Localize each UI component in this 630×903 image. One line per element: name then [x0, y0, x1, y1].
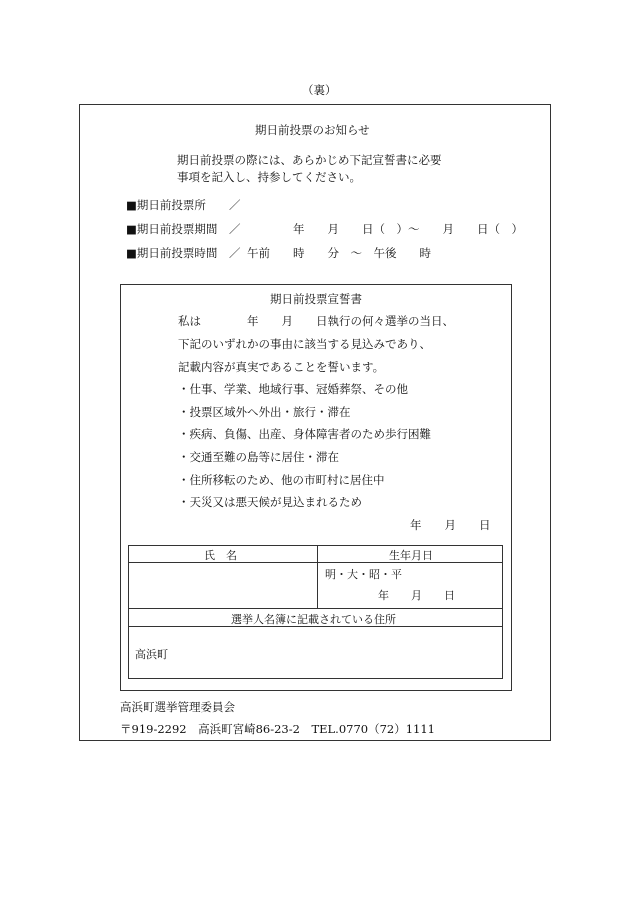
name-header: 氏 名: [204, 549, 237, 562]
page-side-label: （裏）: [302, 83, 337, 97]
voting-place-label: ■期日前投票所: [126, 198, 206, 212]
oath-date-line: 年 月 日: [410, 518, 491, 532]
oath-title: 期日前投票宣誓書: [270, 292, 362, 306]
address-field: 高浜町: [135, 648, 168, 661]
era-options: 明・大・昭・平: [325, 568, 402, 581]
issuer-name: 高浜町選挙管理委員会: [120, 700, 235, 714]
birth-date-field: 年 月 日: [378, 589, 455, 602]
table-column-divider: [317, 546, 318, 608]
notice-title: 期日前投票のお知らせ: [255, 123, 370, 137]
table-divider: [129, 608, 502, 609]
notice-intro-line-2: 事項を記入し、持参してください。: [177, 170, 361, 184]
oath-reason: ・住所移転のため、他の市町村に居住中: [178, 473, 385, 487]
voting-time-value: 午前 時 分 ～ 午後 時: [247, 246, 431, 260]
address-header: 選挙人名簿に記載されている住所: [231, 613, 396, 626]
birth-date-header: 生年月日: [389, 549, 433, 562]
oath-reason: ・天災又は悪天候が見込まれるため: [178, 495, 362, 509]
oath-line-2: 下記のいずれかの事由に該当する見込みであり、: [178, 337, 431, 351]
voting-period-separator: ／: [229, 222, 241, 236]
oath-reason: ・投票区域外へ外出・旅行・滞在: [178, 405, 351, 419]
oath-reason: ・仕事、学業、地域行事、冠婚葬祭、その他: [178, 382, 408, 396]
voting-period-label: ■期日前投票期間: [126, 222, 218, 236]
voting-period-value: 年 月 日（ ）～ 月 日（ ）: [293, 222, 523, 236]
issuer-contact: 〒919-2292 高浜町宮崎86-23-2 TEL.0770（72）1111: [120, 722, 435, 736]
voting-time-separator: ／: [229, 246, 241, 260]
notice-intro-line-1: 期日前投票の際には、あらかじめ下記宣誓書に必要: [177, 153, 442, 167]
oath-reason: ・疾病、負傷、出産、身体障害者のため歩行困難: [178, 427, 431, 441]
voting-time-label: ■期日前投票時間: [126, 246, 218, 260]
oath-reason: ・交通至難の島等に居住・滞在: [178, 450, 339, 464]
voting-place-separator: ／: [229, 198, 241, 212]
oath-line-3: 記載内容が真実であることを誓います。: [178, 360, 385, 374]
oath-line-1: 私は 年 月 日執行の何々選挙の当日、: [178, 314, 454, 328]
name-field[interactable]: [129, 562, 316, 607]
